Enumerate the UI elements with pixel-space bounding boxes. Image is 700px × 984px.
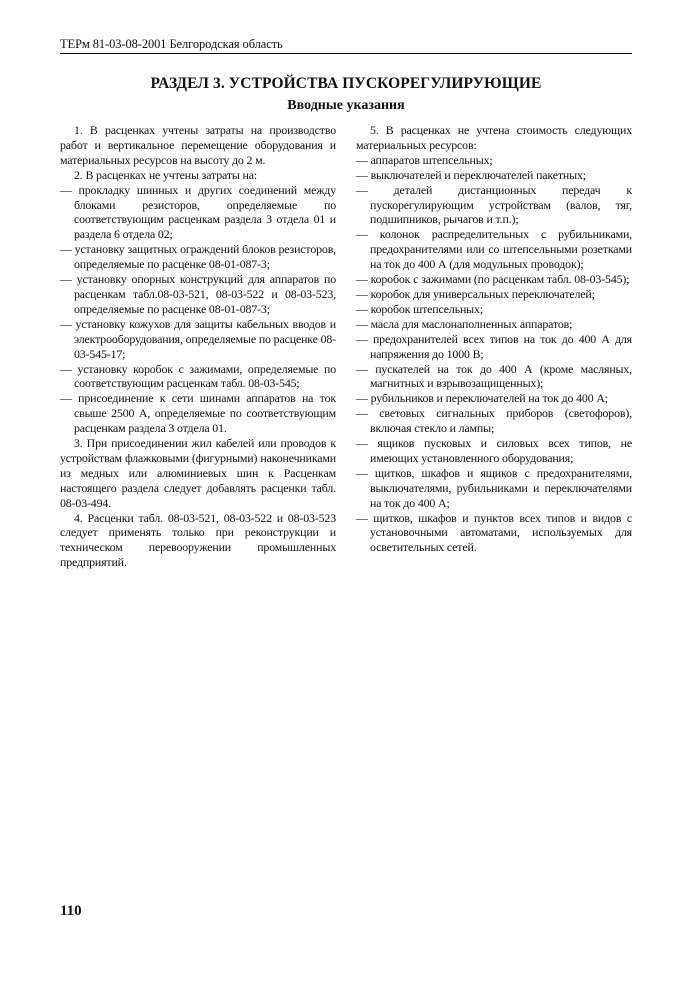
paragraph: 3. При присоединении жил кабелей или проводов к устройствам флажковыми (фигурными) наконечниками из медных или алюминиевых шин к Расценкам настоящего раздела следует добавлять расценки табл. 08-03-494. bbox=[60, 436, 336, 510]
right-column bbox=[356, 123, 632, 555]
list-item: — щитков, шкафов и пунктов всех типов и видов с установочными автоматами, используемых для осветительных сетей. bbox=[356, 510, 632, 555]
list-item: — световых сигнальных приборов (светофоров), включая стекло и лампы; bbox=[356, 406, 632, 436]
paragraph: 2. В расценках не учтены затраты на: bbox=[74, 167, 258, 182]
list-item: — колонок распределительных с рубильниками, предохранителями или со штепсельными розетками на ток до 400 А (для модульных проводок); bbox=[356, 227, 632, 272]
list-item: — масла для маслонаполненных аппаратов; bbox=[356, 316, 573, 331]
left-column bbox=[60, 123, 336, 570]
list-item: — выключателей и переключателей пакетных; bbox=[356, 167, 586, 182]
list-item: — коробок штепсельных; bbox=[356, 301, 483, 316]
list-item: — щитков, шкафов и ящиков с предохранителями, выключателями, рубильниками и переключателями на ток до 400 А; bbox=[356, 465, 632, 510]
list-item: — аппаратов штепсельных; bbox=[356, 152, 493, 167]
list-item: — пускателей на ток до 400 А (кроме масляных, магнитных и взрывозащищенных); bbox=[356, 361, 632, 391]
page-number: 110 bbox=[60, 903, 82, 919]
list-item: — установку опорных конструкций для аппаратов по расценкам табл.08-03-521, 08-03-522 и 08-03-523, определяемые по расценке 08-01-087-3; bbox=[60, 272, 336, 316]
list-item: — ящиков пусковых и силовых всех типов, не имеющих установленного оборудования; bbox=[356, 436, 632, 465]
paragraph: 4. Расценки табл. 08-03-521, 08-03-522 и 08-03-523 следует применять только при реконструкции и техническом перевооружении промышленных предприятий. bbox=[60, 510, 336, 570]
header-rule bbox=[60, 53, 632, 54]
list-item: — коробок для универсальных переключателей; bbox=[356, 286, 595, 301]
list-item: — предохранителей всех типов на ток до 400 А для напряжения до 1000 В; bbox=[356, 331, 632, 361]
list-item: — установку кожухов для защиты кабельных вводов и электрооборудования, определяемые по расценке 08-03-545-17; bbox=[60, 316, 336, 361]
list-item: — присоединение к сети шинами аппаратов на ток свыше 2500 А, определяемые по соответствующим расценкам раздела 3 отдела 01. bbox=[60, 391, 336, 436]
list-item: — деталей дистанционных передач к пускорегулирующим устройствам (валов, тяг, подшипников, рычагов и т.п.); bbox=[356, 182, 632, 227]
paragraph: 5. В расценках не учтена стоимость следующих материальных ресурсов: bbox=[356, 123, 632, 152]
section-title: РАЗДЕЛ 3. УСТРОЙСТВА ПУСКОРЕГУЛИРУЮЩИЕ bbox=[150, 75, 542, 92]
list-item: — прокладку шинных и других соединений между блоками резисторов, определяемые по соответствующим расценкам раздела 3 отдела 01 и раздела 6 отдела 02; bbox=[60, 182, 336, 242]
section-subtitle: Вводные указания bbox=[287, 98, 405, 113]
list-item: — коробок с зажимами (по расценкам табл. 08-03-545); bbox=[356, 272, 630, 287]
list-item: — установку защитных ограждений блоков резисторов, определяемые по расценке 08-01-087-3; bbox=[60, 242, 336, 272]
paragraph: 1. В расценках учтены затраты на производство работ и вертикальное перемещение оборудования и материальных ресурсов на высоту до 2 м. bbox=[60, 123, 336, 167]
running-header: ТЕРм 81-03-08-2001 Белгородская область bbox=[60, 37, 283, 51]
list-item: — установку коробок с зажимами, определяемые по соответствующим расценкам табл. 08-03-545; bbox=[60, 361, 336, 391]
list-item: — рубильников и переключателей на ток до 400 А; bbox=[356, 391, 608, 406]
